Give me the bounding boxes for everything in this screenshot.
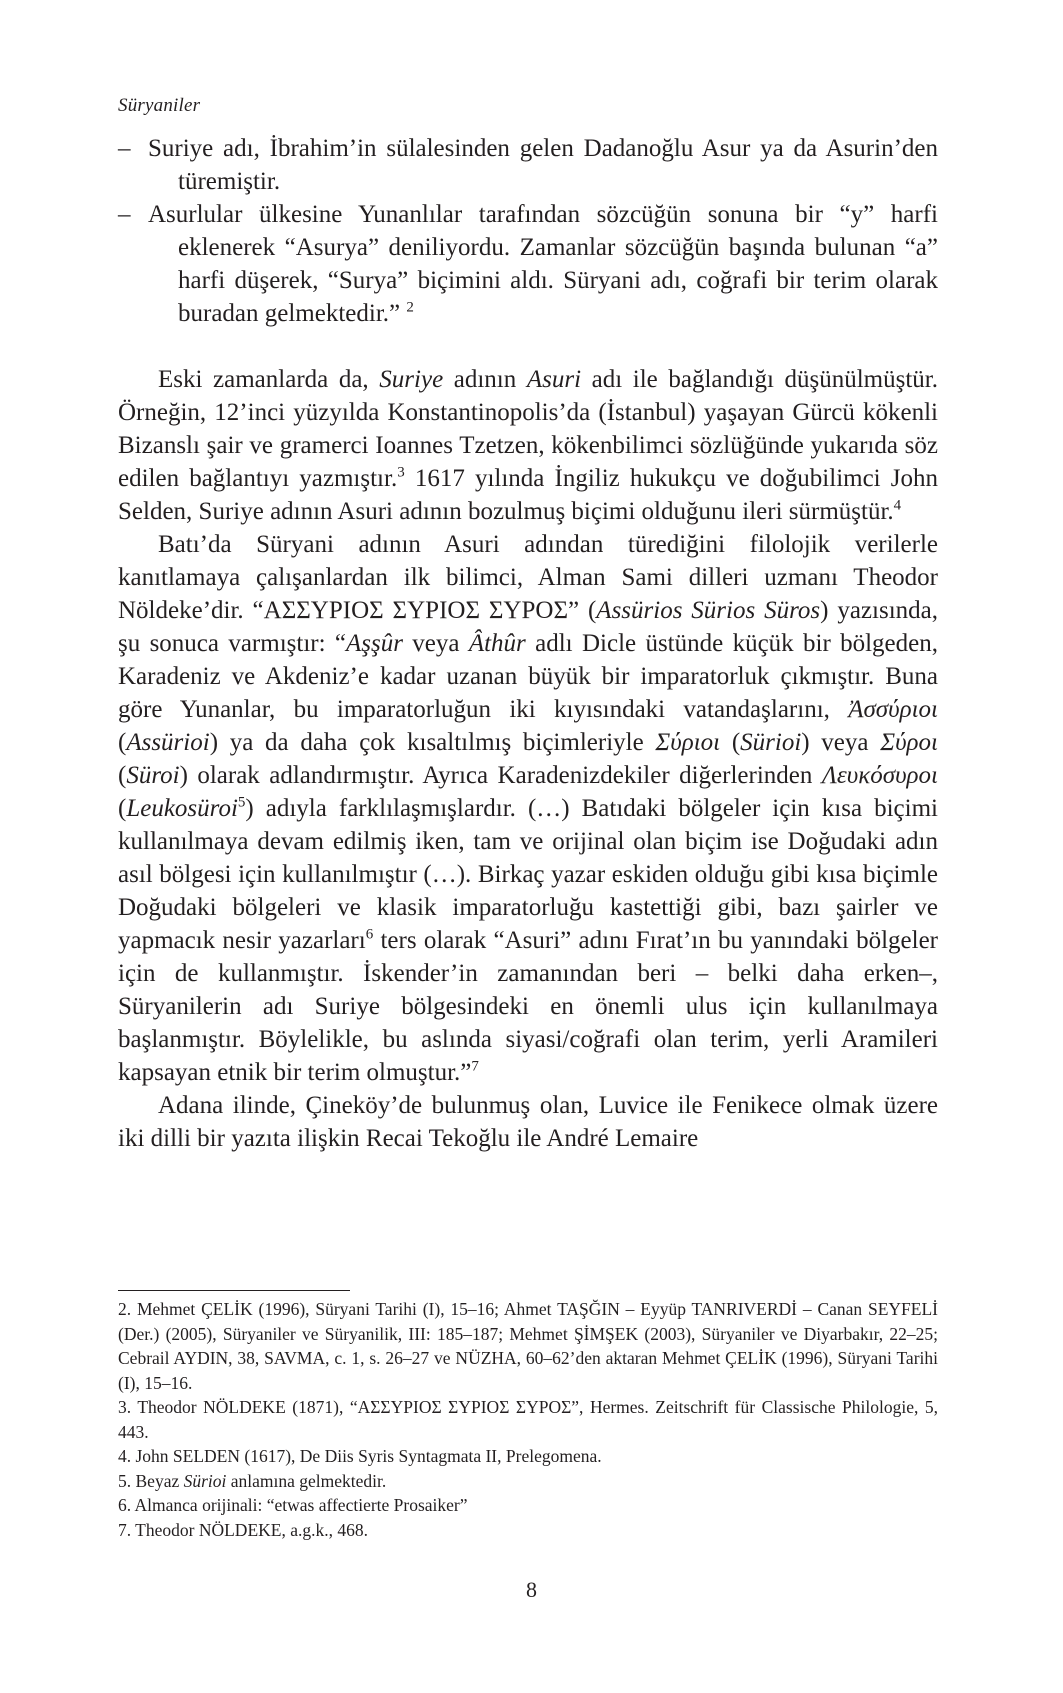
italic-run: Sürioi (183, 1470, 227, 1491)
dash-marker: – (118, 135, 131, 162)
list-item-text: Suriye adı, İbrahim’in sülalesinden gelen Dadanoğlu Asur ya da Asurin’den türemiştir. (148, 135, 938, 195)
footnote-ref: 4 (893, 497, 902, 514)
footnote: 6. Almanca orijinali: “etwas affectierte Prosaiker” (118, 1495, 468, 1515)
italic-run: Sürioi (740, 729, 802, 756)
list-item (118, 198, 938, 330)
italic-run: Asuri (526, 366, 582, 393)
italic-run: Süroi (126, 762, 180, 789)
footnote-ref: 2 (406, 299, 414, 316)
running-head: Süryaniler (118, 95, 201, 116)
text-run: adının (443, 366, 527, 393)
footnote (118, 1469, 938, 1494)
italic-run: Assürios Sürios Süros (596, 597, 821, 624)
body-text (118, 132, 938, 1155)
italic-run: Λευκόσυροι (821, 762, 938, 789)
text-run: ) veya (801, 729, 881, 756)
italic-run: Σύριοι (655, 729, 721, 756)
paragraph (118, 528, 938, 1089)
paragraph: Adana ilinde, Çineköy’de bulunmuş olan, Luvice ile Fenikece olmak üzere iki dilli bir yazıta ilişkin Recai Tekoğlu ile André Lemaire (118, 1092, 938, 1152)
italic-run: Assürioi (126, 729, 210, 756)
text-run: Batı’da Süryani adının Asuri adından türediğini filolojik verilerle kanıtlamaya çalışanlardan ilk bilimci, Alman Sami dilleri uzmanı Theodor Nöldeke’dir. “ΑΣΣΥΡΙΟΣ ΣΥΡΙΟΣ ΣΥΡΟΣ” ( (118, 531, 938, 624)
italic-run: Suriye (379, 366, 444, 393)
footnote-ref: 6 (365, 926, 374, 943)
text-run: 1617 yılında İngiliz hukukçu ve doğubilimci John Selden, Suriye adının Asuri adının bozulmuş biçimi olduğunu ileri sürmüştür. (118, 465, 938, 525)
footnote: 4. John SELDEN (1617), De Diis Syris Syntagmata II, Prelegomena. (118, 1446, 602, 1466)
italic-run: Aşşûr (345, 630, 403, 657)
spacer (118, 330, 938, 363)
footnote-ref: 5 (237, 794, 246, 811)
text-run: ters olarak “Asuri” adını Fırat’ın bu yanındaki bölgeler için de kullanmıştır. İskender’in zamanından beri – belki daha erken–, Süryanilerin adı Suriye bölgesindeki en önemli ulus için kullanılmaya başlanmıştır. Böylelikle, bu aslında siyasi/coğrafi olan terim, yerli Aramileri kapsayan etnik bir terim olmuştur.” (118, 927, 939, 1086)
text-run: veya (402, 630, 469, 657)
text-run: Eski zamanlarda da, (158, 366, 380, 393)
footnote: 2. Mehmet ÇELİK (1996), Süryani Tarihi (I), 15–16; Ahmet TAŞĞIN – Eyyüp TANRIVERDİ – Canan SEYFELİ (Der.) (2005), Süryaniler ve Süryanilik, III: 185–187; Mehmet ŞİMŞEK (2003), Süryaniler ve Diyarbakır, 22–25; Cebrail AYDIN, 38, SAVMA, c. 1, s. 26–27 ve NÜZHA, 60–62’den aktaran Mehmet ÇELİK (1996), Süryani Tarihi (I), 15–16. (118, 1299, 938, 1393)
footnote: 7. Theodor NÖLDEKE, a.g.k., 468. (118, 1519, 368, 1540)
dash-marker: – (118, 201, 131, 228)
text-run: ( (720, 729, 741, 756)
footnote-ref: 3 (397, 464, 405, 481)
paragraph (118, 363, 938, 528)
footnote-ref: 7 (471, 1058, 479, 1075)
text-run: ( (118, 729, 127, 756)
text-run: adlı Dicle üstünde küçük bir bölgeden, Karadeniz ve Akdeniz’e kadar uzanan büyük bir imparatorluk çıkmıştır. Buna göre Yunanlar, bu imparatorluğun iki kıyısındaki vatandaşlarını, (118, 630, 939, 723)
text-run: ( (118, 762, 127, 789)
footnote: 3. Theodor NÖLDEKE (1871), “ΑΣΣΥΡΙΟΣ ΣΥΡΙΟΣ ΣΥΡΟΣ”, Hermes. Zeitschrift für Classische Philologie, 5, 443. (118, 1397, 938, 1442)
text-run: ( (118, 795, 127, 822)
text-run: ) ya da daha çok kısaltılmış biçimleriyle (209, 729, 656, 756)
text-run: adı ile bağlandığı düşünülmüştür. Örneğin, 12’inci yüzyılda Konstantinopolis’da (İstanbul) yaşayan Gürcü kökenli Bizanslı şair ve gramerci Ioannes Tzetzen, kökenbilimci sözlüğünde yukarıda söz edilen bağlantıyı yazmıştır. (118, 366, 938, 492)
footnote-divider (118, 1290, 350, 1291)
text-run: ) olarak adlandırmıştır. Ayrıca Karadenizdekiler diğerlerinden (179, 762, 822, 789)
text-run: ) yazısında, şu sonuca varmıştır: “ (118, 597, 938, 657)
italic-run: Leukosüroi (126, 795, 238, 822)
italic-run: Âthûr (468, 630, 526, 657)
list-item (118, 132, 938, 198)
italic-run: Ἀσσύριοι (848, 696, 938, 723)
list-item-text: Asurlular ülkesine Yunanlılar tarafından sözcüğün sonuna bir “y” harfi eklenerek “Asurya” deniliyordu. Zamanlar sözcüğün başında bulunan “a” harfi düşerek, “Surya” biçimini aldı. Süryani adı, coğrafi bir terim olarak buradan gelmektedir.” (148, 201, 938, 327)
footnotes (118, 1297, 938, 1542)
page-number: 8 (526, 1577, 537, 1602)
italic-run: Σύροι (880, 729, 938, 756)
text-run: 5. Beyaz (118, 1470, 184, 1491)
text-run: anlamına gelmektedir. (226, 1470, 387, 1491)
text-run: ) adıyla farklılaşmışlardır. (…) Batıdaki bölgeler için kısa biçimi kullanılmaya devam edilmiş iken, tam ve orijinal olan biçim ise Doğudaki adın asıl bölgesi için kullanılmıştır (…). Birkaç yazar eskiden olduğu gibi kısa biçimle Doğudaki bölgeleri ve klasik imparatorluğu kastettiği gibi, bazı şairler ve yapmacık nesir yazarları (118, 795, 938, 954)
